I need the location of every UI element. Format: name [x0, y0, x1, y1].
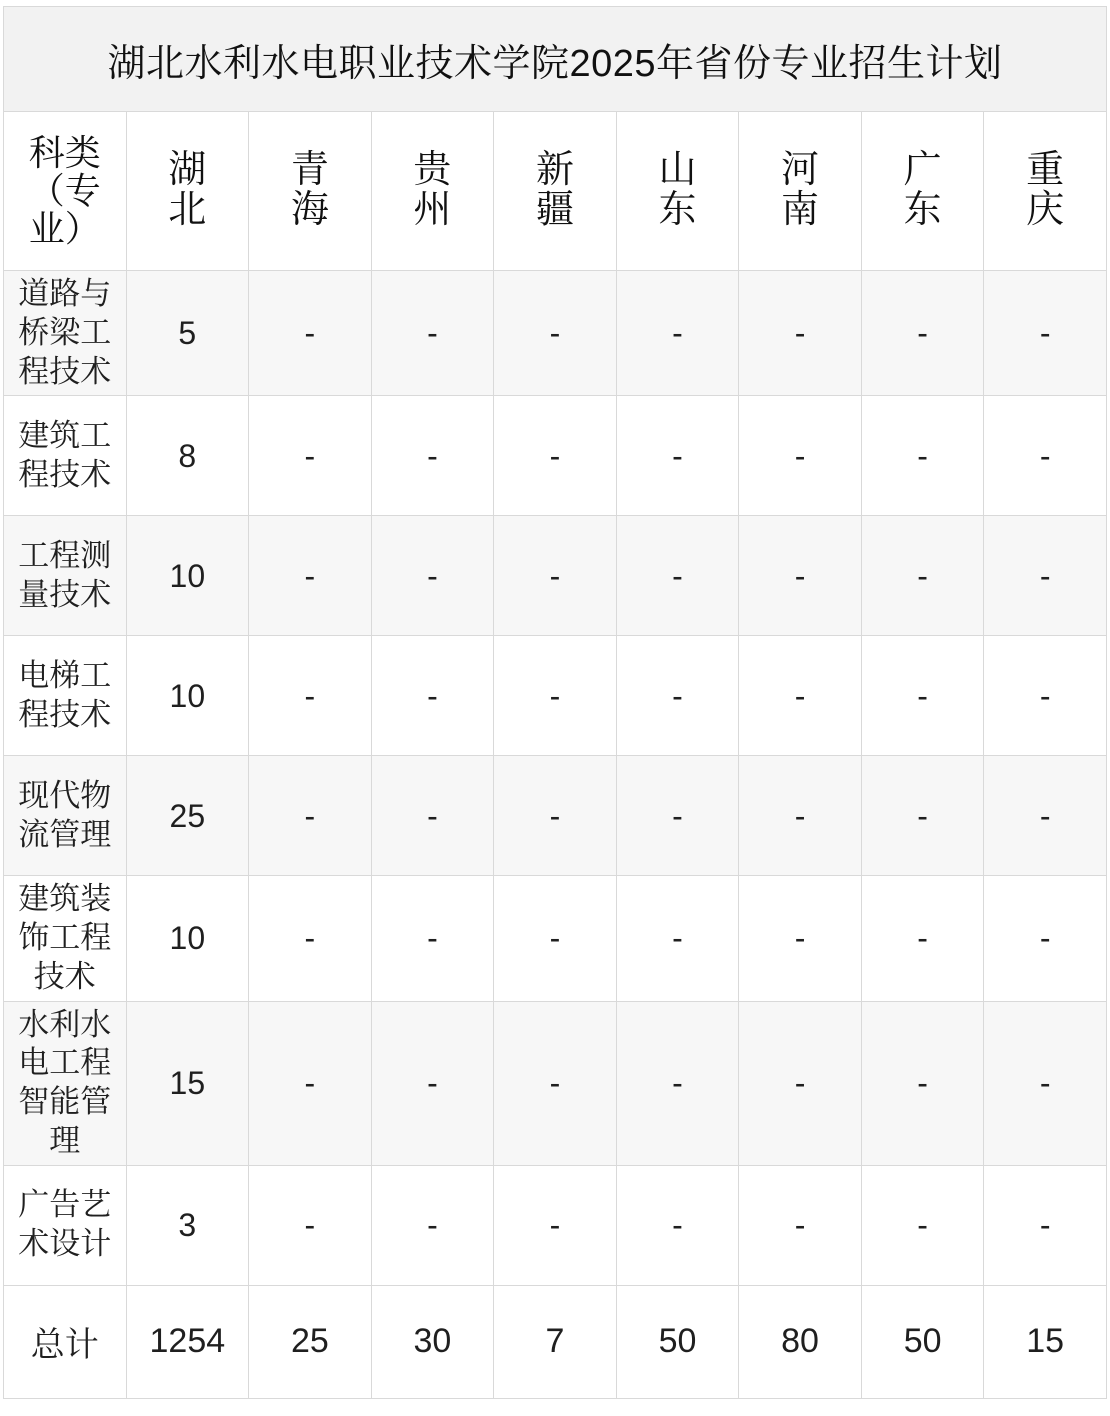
cell-xinjiang: - [494, 516, 617, 636]
cell-qinghai: - [249, 396, 372, 516]
cell-guangdong: - [861, 876, 984, 1001]
cell-henan: - [739, 396, 862, 516]
row-category: 水利水电工程智能管理 [4, 1001, 127, 1165]
cell-chongqing: - [984, 271, 1107, 396]
cell-xinjiang: - [494, 756, 617, 876]
cell-shandong: - [616, 1001, 739, 1165]
cell-hubei: 5 [126, 271, 249, 396]
cell-qinghai: - [249, 271, 372, 396]
table-row [4, 876, 1107, 1001]
cell-guangdong: - [861, 516, 984, 636]
row-category: 道路与桥梁工程技术 [4, 271, 127, 396]
cell-hubei: 10 [126, 636, 249, 756]
table-row [4, 516, 1107, 636]
cell-hubei: 25 [126, 756, 249, 876]
cell-guangdong: - [861, 756, 984, 876]
cell-henan: - [739, 516, 862, 636]
cell-xinjiang: - [494, 1001, 617, 1165]
cell-xinjiang: - [494, 271, 617, 396]
column-header-xinjiang-label: 新疆 [535, 149, 574, 231]
cell-guangdong: - [861, 396, 984, 516]
cell-chongqing: - [984, 516, 1107, 636]
cell-guizhou: - [371, 756, 494, 876]
table-row [4, 1165, 1107, 1285]
cell-qinghai: - [249, 1001, 372, 1165]
cell-chongqing: - [984, 1001, 1107, 1165]
column-header-henan-label: 河南 [781, 149, 820, 231]
cell-xinjiang: - [494, 636, 617, 756]
total-chongqing: 15 [984, 1285, 1107, 1398]
table-row [4, 396, 1107, 516]
column-header-henan [739, 112, 862, 271]
total-henan: 80 [739, 1285, 862, 1398]
page-title: 湖北水利水电职业技术学院2025年省份专业招生计划 [4, 7, 1107, 112]
cell-guangdong: - [861, 1001, 984, 1165]
row-category: 广告艺术设计 [4, 1165, 127, 1285]
cell-shandong: - [616, 396, 739, 516]
cell-guangdong: - [861, 1165, 984, 1285]
cell-xinjiang: - [494, 396, 617, 516]
cell-shandong: - [616, 271, 739, 396]
cell-hubei: 10 [126, 516, 249, 636]
cell-qinghai: - [249, 516, 372, 636]
column-header-category: 科类（专业） [4, 112, 127, 271]
column-header-qinghai [249, 112, 372, 271]
cell-qinghai: - [249, 1165, 372, 1285]
cell-hubei: 3 [126, 1165, 249, 1285]
cell-guizhou: - [371, 271, 494, 396]
enrollment-plan-table [3, 6, 1107, 1399]
cell-chongqing: - [984, 1165, 1107, 1285]
cell-qinghai: - [249, 876, 372, 1001]
row-category: 电梯工程技术 [4, 636, 127, 756]
cell-henan: - [739, 1001, 862, 1165]
table-header-row [4, 112, 1107, 271]
cell-shandong: - [616, 1165, 739, 1285]
cell-qinghai: - [249, 756, 372, 876]
table-row [4, 1001, 1107, 1165]
cell-hubei: 15 [126, 1001, 249, 1165]
table-row [4, 636, 1107, 756]
cell-chongqing: - [984, 756, 1107, 876]
row-category: 建筑工程技术 [4, 396, 127, 516]
cell-henan: - [739, 756, 862, 876]
cell-shandong: - [616, 636, 739, 756]
column-header-shandong [616, 112, 739, 271]
cell-guizhou: - [371, 636, 494, 756]
table-row [4, 271, 1107, 396]
total-guangdong: 50 [861, 1285, 984, 1398]
cell-guizhou: - [371, 516, 494, 636]
cell-guizhou: - [371, 1165, 494, 1285]
column-header-chongqing [984, 112, 1107, 271]
table-row [4, 756, 1107, 876]
row-category: 现代物流管理 [4, 756, 127, 876]
cell-henan: - [739, 876, 862, 1001]
cell-shandong: - [616, 876, 739, 1001]
cell-chongqing: - [984, 396, 1107, 516]
column-header-guizhou [371, 112, 494, 271]
column-header-hubei-label: 湖北 [168, 149, 207, 231]
cell-henan: - [739, 1165, 862, 1285]
cell-guizhou: - [371, 396, 494, 516]
total-guizhou: 30 [371, 1285, 494, 1398]
cell-xinjiang: - [494, 876, 617, 1001]
total-label: 总计 [4, 1285, 127, 1398]
title-row [4, 7, 1107, 112]
cell-shandong: - [616, 516, 739, 636]
cell-chongqing: - [984, 876, 1107, 1001]
cell-guangdong: - [861, 636, 984, 756]
table-total-row [4, 1285, 1107, 1398]
cell-hubei: 10 [126, 876, 249, 1001]
cell-henan: - [739, 636, 862, 756]
column-header-guangdong [861, 112, 984, 271]
total-qinghai: 25 [249, 1285, 372, 1398]
row-category: 工程测量技术 [4, 516, 127, 636]
total-hubei: 1254 [126, 1285, 249, 1398]
cell-guizhou: - [371, 876, 494, 1001]
cell-qinghai: - [249, 636, 372, 756]
column-header-chongqing-label: 重庆 [1026, 149, 1065, 231]
cell-xinjiang: - [494, 1165, 617, 1285]
column-header-xinjiang [494, 112, 617, 271]
column-header-guizhou-label: 贵州 [413, 149, 452, 231]
column-header-hubei [126, 112, 249, 271]
row-category: 建筑装饰工程技术 [4, 876, 127, 1001]
cell-guizhou: - [371, 1001, 494, 1165]
cell-shandong: - [616, 756, 739, 876]
column-header-shandong-label: 山东 [658, 149, 697, 231]
column-header-qinghai-label: 青海 [290, 149, 329, 231]
column-header-guangdong-label: 广东 [903, 149, 942, 231]
cell-hubei: 8 [126, 396, 249, 516]
total-shandong: 50 [616, 1285, 739, 1398]
cell-guangdong: - [861, 271, 984, 396]
cell-henan: - [739, 271, 862, 396]
total-xinjiang: 7 [494, 1285, 617, 1398]
cell-chongqing: - [984, 636, 1107, 756]
